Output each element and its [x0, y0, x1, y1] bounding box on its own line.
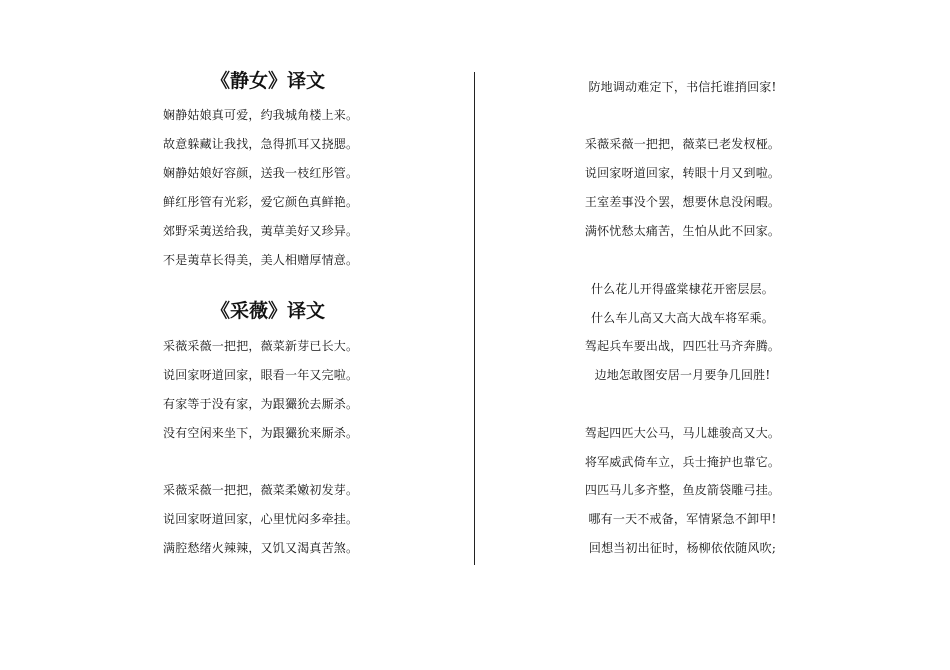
verse-line: 采薇采薇一把把，薇菜柔嫩初发芽。 [163, 483, 359, 497]
verse-line: 边地怎敢图安居一月要争几回胜! [594, 368, 771, 382]
verse-line: 娴静姑娘好容颜，送我一枝红彤管。 [163, 166, 359, 180]
verse-line: 四匹马儿多齐整，鱼皮箭袋雕弓挂。 [584, 483, 781, 497]
verse-line: 王室差事没个罢，想要休息没闲暇。 [584, 195, 781, 209]
verse-line: 满腔愁绪火辣辣，又饥又渴真苦煞。 [163, 541, 359, 555]
verse-line: 说回家呀道回家，转眼十月又到啦。 [584, 166, 781, 180]
verse-line: 说回家呀道回家，眼看一年又完啦。 [163, 368, 359, 382]
verse-line: 不是荑草长得美，美人相赠厚情意。 [163, 253, 359, 267]
verse-line: 郊野采荑送给我，荑草美好又珍异。 [163, 224, 359, 238]
poem-title-jingnv: 《静女》译文 [210, 70, 325, 92]
verse-line: 娴静姑娘真可爱，约我城角楼上来。 [163, 108, 359, 122]
poem-title-caiwei: 《采薇》译文 [210, 300, 325, 322]
verse-line: 什么花儿开得盛棠棣花开密层层。 [590, 282, 774, 296]
verse-line: 满怀忧愁太痛苦，生怕从此不回家。 [584, 224, 781, 238]
verse-line: 防地调动难定下，书信托谁捎回家! [588, 80, 777, 94]
verse-line: 故意躲藏让我找，急得抓耳又挠腮。 [163, 137, 359, 151]
verse-line: 采薇采薇一把把，薇菜新芽已长大。 [163, 339, 359, 353]
verse-line: 什么车儿高又大高大战车将军乘。 [590, 311, 774, 325]
verse-line: 有家等于没有家，为跟玁狁去厮杀。 [163, 397, 359, 411]
verse-line: 驾起兵车要出战，四匹壮马齐奔腾。 [584, 339, 781, 353]
verse-line: 将军威武倚车立，兵士掩护也靠它。 [584, 455, 781, 469]
column-divider [474, 72, 475, 565]
verse-line: 驾起四匹大公马，马儿雄骏高又大。 [584, 426, 781, 440]
verse-line: 没有空闲来坐下，为跟玁狁来厮杀。 [163, 426, 359, 440]
verse-line: 鲜红彤管有光彩，爱它颜色真鲜艳。 [163, 195, 359, 209]
verse-line: 哪有一天不戒备，军情紧急不卸甲! [588, 512, 777, 526]
verse-line: 说回家呀道回家，心里忧闷多牵挂。 [163, 512, 359, 526]
verse-line: 回想当初出征时，杨柳依依随风吹; [588, 541, 777, 555]
verse-line: 采薇采薇一把把，薇菜已老发杈桠。 [584, 137, 781, 151]
